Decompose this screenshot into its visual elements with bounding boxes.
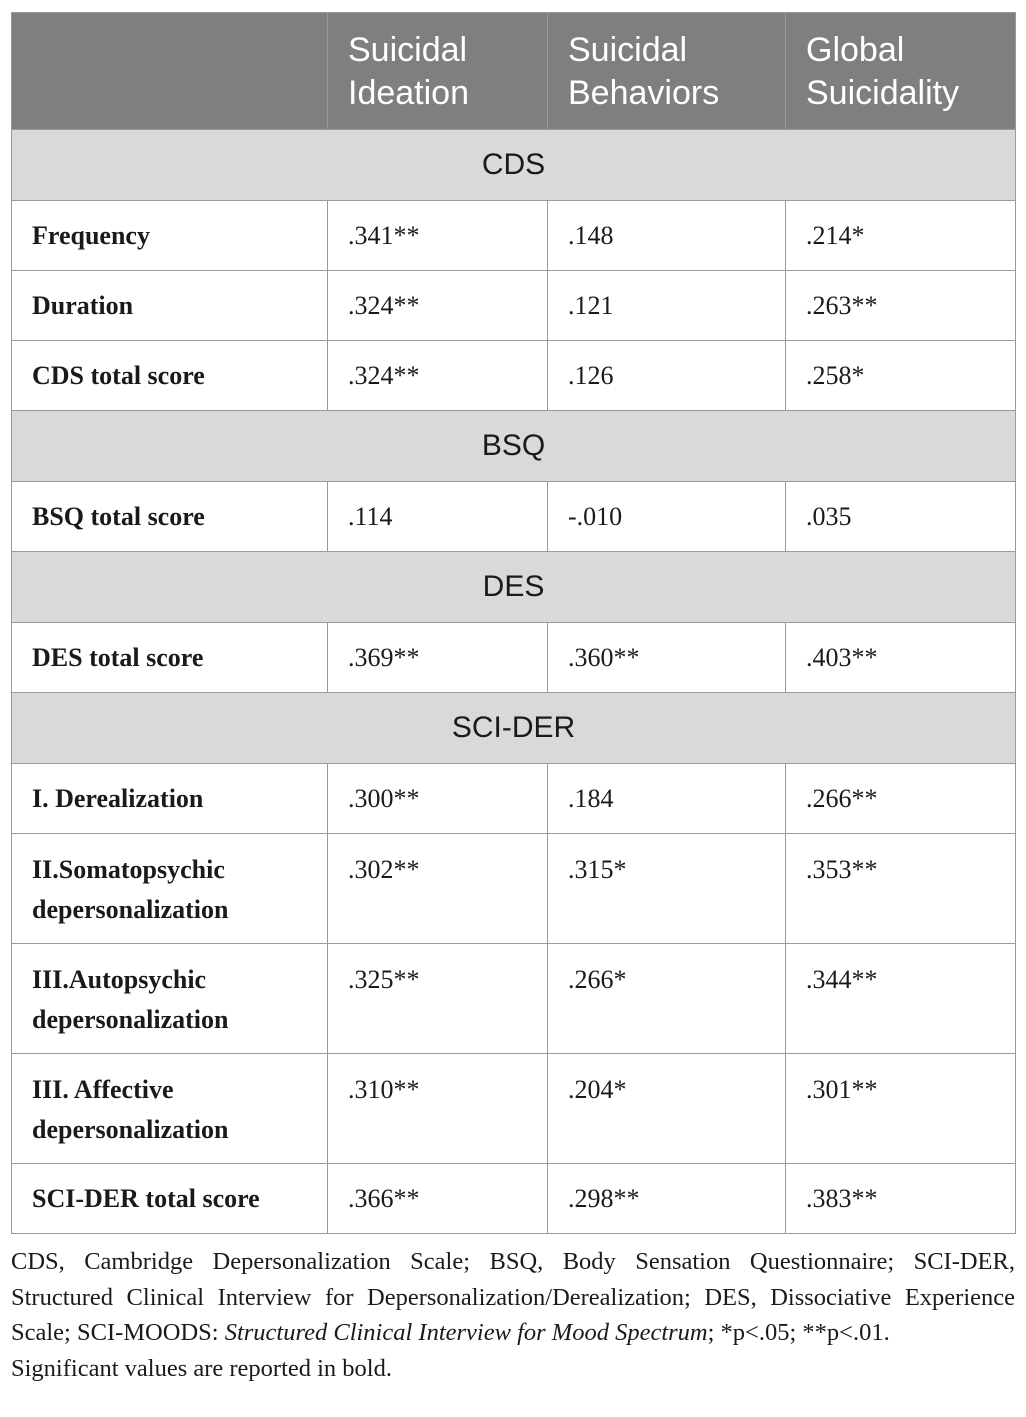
- cell-behaviors: .184: [548, 764, 786, 834]
- correlation-table: [11, 12, 1016, 1234]
- abbreviations-italic: Structured Clinical Interview for Mood Spectrum: [224, 1319, 708, 1346]
- cell-global: .035: [786, 482, 1016, 552]
- table-row: [12, 341, 1016, 411]
- cell-global: .258*: [786, 341, 1016, 411]
- significance-note: Significant values are reported in bold.: [11, 1354, 392, 1382]
- table-row: [12, 623, 1016, 693]
- cell-global: .353**: [786, 834, 1016, 944]
- table-row: [12, 764, 1016, 834]
- cell-ideation: .366**: [328, 1164, 548, 1234]
- header-suicidal-ideation: Suicidal Ideation: [328, 13, 548, 130]
- cell-ideation: .114: [328, 482, 548, 552]
- cell-ideation: .310**: [328, 1054, 548, 1164]
- table-footnotes: [11, 1244, 1015, 1386]
- cell-ideation: .325**: [328, 944, 548, 1054]
- cell-behaviors: .204*: [548, 1054, 786, 1164]
- cell-ideation: .300**: [328, 764, 548, 834]
- table-row: [12, 1054, 1016, 1164]
- abbreviations-text: CDS, Cambridge Depersonalization Scale; BSQ, Body Sensation Questionnaire; SCI-DER, Structured Clinical Interview for Depersonalization/Derealization; DES, Dissociative Experience Scale; SCI-MOODS:: [11, 1248, 1015, 1346]
- row-label: SCI-DER total score: [12, 1164, 328, 1234]
- cell-global: .403**: [786, 623, 1016, 693]
- abbreviations-note: [11, 1244, 1015, 1351]
- table-container: [11, 12, 1015, 1386]
- table-row: [12, 201, 1016, 271]
- cell-global: .214*: [786, 201, 1016, 271]
- row-label: CDS total score: [12, 341, 328, 411]
- row-label: Frequency: [12, 201, 328, 271]
- cell-behaviors: -.010: [548, 482, 786, 552]
- section-des: [12, 552, 1016, 623]
- row-label: DES total score: [12, 623, 328, 693]
- significance-levels: ; *p<.05; **p<.01.: [707, 1319, 890, 1346]
- row-label: I. Derealization: [12, 764, 328, 834]
- cell-ideation: .369**: [328, 623, 548, 693]
- row-label: BSQ total score: [12, 482, 328, 552]
- cell-global: .301**: [786, 1054, 1016, 1164]
- section-title: DES: [12, 552, 1016, 623]
- section-sci-der: [12, 693, 1016, 764]
- cell-global: .263**: [786, 271, 1016, 341]
- cell-behaviors: .315*: [548, 834, 786, 944]
- section-cds: [12, 130, 1016, 201]
- cell-behaviors: .148: [548, 201, 786, 271]
- table-row: [12, 944, 1016, 1054]
- header-suicidal-behaviors: Suicidal Behaviors: [548, 13, 786, 130]
- cell-behaviors: .360**: [548, 623, 786, 693]
- table-header-row: [12, 13, 1016, 130]
- cell-behaviors: .266*: [548, 944, 786, 1054]
- row-label: II.Somatopsychic depersonalization: [12, 834, 328, 944]
- cell-ideation: .302**: [328, 834, 548, 944]
- section-title: CDS: [12, 130, 1016, 201]
- cell-ideation: .324**: [328, 341, 548, 411]
- cell-global: .266**: [786, 764, 1016, 834]
- cell-global: .344**: [786, 944, 1016, 1054]
- cell-behaviors: .298**: [548, 1164, 786, 1234]
- section-title: SCI-DER: [12, 693, 1016, 764]
- row-label: III. Affective depersonalization: [12, 1054, 328, 1164]
- table-row: [12, 482, 1016, 552]
- section-title: BSQ: [12, 411, 1016, 482]
- row-label: III.Autopsychic depersonalization: [12, 944, 328, 1054]
- section-bsq: [12, 411, 1016, 482]
- cell-behaviors: .121: [548, 271, 786, 341]
- table-row: [12, 1164, 1016, 1234]
- cell-ideation: .324**: [328, 271, 548, 341]
- table-row: [12, 271, 1016, 341]
- cell-behaviors: .126: [548, 341, 786, 411]
- header-empty: [12, 13, 328, 130]
- header-global-suicidality: Global Suicidality: [786, 13, 1016, 130]
- cell-global: .383**: [786, 1164, 1016, 1234]
- table-row: [12, 834, 1016, 944]
- row-label: Duration: [12, 271, 328, 341]
- cell-ideation: .341**: [328, 201, 548, 271]
